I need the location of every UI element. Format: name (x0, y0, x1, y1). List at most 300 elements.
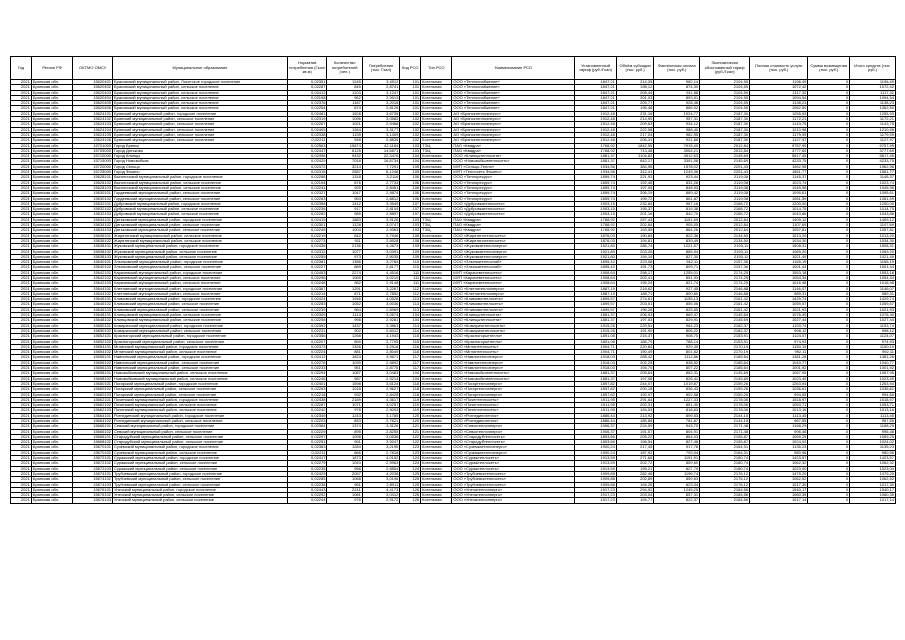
table-cell[interactable]: 101 (400, 80, 421, 85)
table-cell[interactable]: 859,63 (654, 477, 700, 482)
table-cell[interactable]: 1127,97 (750, 138, 808, 143)
table-cell[interactable]: 1107,69 (850, 223, 896, 228)
table-cell[interactable]: 103 (400, 143, 421, 148)
table-cell[interactable]: 982 (327, 281, 362, 286)
table-cell[interactable]: 998,12 (850, 328, 896, 333)
table-cell[interactable]: 1013,16 (850, 408, 896, 413)
table-cell[interactable]: Выгоничский муниципальный район, сельское поселение (113, 180, 288, 185)
table-cell[interactable]: 1900,24 (575, 450, 617, 455)
table-cell[interactable]: 2021 (11, 397, 32, 402)
table-cell[interactable]: Брянская обл. (31, 291, 73, 296)
table-cell[interactable]: АО «Брянсктеплоэнерго» (452, 117, 575, 122)
table-cell[interactable]: Котельная (421, 419, 452, 424)
table-cell[interactable]: 0 (808, 477, 850, 482)
table-cell[interactable]: 902 (327, 328, 362, 333)
table-cell[interactable]: 119 (400, 408, 421, 413)
table-cell[interactable]: 1146,07 (750, 286, 808, 291)
table-cell[interactable]: Брянская обл. (31, 217, 73, 222)
table-cell[interactable]: 1897,82 (575, 392, 617, 397)
table-cell[interactable]: 2021 (11, 122, 32, 127)
table-cell[interactable]: 2182,37 (700, 323, 750, 328)
table-cell[interactable]: Суражский муниципальный район, сельское поселение (113, 466, 288, 471)
table-cell[interactable]: 2174,25 (700, 275, 750, 280)
table-cell[interactable]: Котельная (421, 132, 452, 137)
table-cell[interactable]: АО «Брянсктеплоэнерго» (452, 122, 575, 127)
table-cell[interactable]: 2144,15 (700, 413, 750, 418)
table-cell[interactable]: 15656101 (73, 355, 113, 360)
table-cell[interactable]: 1179,99 (750, 132, 808, 137)
table-cell[interactable]: 4512,63 (654, 154, 700, 159)
table-cell[interactable]: Котельная (421, 360, 452, 365)
table-cell[interactable]: 4,0152 (362, 456, 399, 461)
table-cell[interactable]: ООО «Теплоснабжение» (452, 95, 575, 100)
table-cell[interactable]: 851,40 (654, 403, 700, 408)
table-cell[interactable]: 1094,54 (750, 95, 808, 100)
table-cell[interactable]: 109 (400, 249, 421, 254)
table-cell[interactable]: 113 (400, 307, 421, 312)
table-cell[interactable]: Клинцовский муниципальный район, сельское поселение (113, 313, 288, 318)
column-header[interactable]: Муниципальное образование (113, 57, 288, 80)
table-cell[interactable]: 1059,57 (750, 302, 808, 307)
table-cell[interactable]: Брянская обл. (31, 122, 73, 127)
table-cell[interactable]: 934,12 (654, 122, 700, 127)
table-cell[interactable]: 194,70 (616, 366, 653, 371)
table-cell[interactable]: 2021 (11, 154, 32, 159)
table-cell[interactable]: 889 (327, 265, 362, 270)
table-cell[interactable]: 1081 (327, 493, 362, 498)
table-cell[interactable]: 2157,36 (700, 260, 750, 265)
table-cell[interactable]: МУП «Теплосеть Фокино» (452, 170, 575, 175)
table-cell[interactable]: 1057,81 (850, 228, 896, 233)
table-cell[interactable]: 2021 (11, 381, 32, 386)
table-cell[interactable]: 2170,19 (700, 344, 750, 349)
table-cell[interactable]: 0 (808, 106, 850, 111)
table-cell[interactable]: 1069,25 (850, 434, 896, 439)
table-cell[interactable]: 2021 (11, 138, 32, 143)
table-cell[interactable]: 7,7291 (362, 164, 399, 169)
table-cell[interactable]: 2161,42 (700, 307, 750, 312)
table-cell[interactable]: 0 (808, 238, 850, 243)
table-cell[interactable]: 0 (808, 381, 850, 386)
table-cell[interactable]: 1179,99 (850, 132, 896, 137)
table-cell[interactable]: 3,2267 (362, 286, 399, 291)
table-cell[interactable]: 1508,31 (750, 244, 808, 249)
table-cell[interactable]: 1069,20 (750, 249, 808, 254)
table-cell[interactable]: 0 (808, 143, 850, 148)
table-cell[interactable]: 3,0538 (362, 434, 399, 439)
table-cell[interactable]: Жуковский муниципальный район, сельское поселение (113, 249, 288, 254)
table-cell[interactable]: 3,3126 (362, 424, 399, 429)
table-cell[interactable]: 0 (808, 85, 850, 90)
column-header[interactable]: Фактическая оплата (тыс. руб.) (654, 57, 700, 80)
table-cell[interactable]: Брянская обл. (31, 360, 73, 365)
table-cell[interactable]: 2021 (11, 466, 32, 471)
table-cell[interactable]: 1561,77 (750, 170, 808, 175)
table-cell[interactable]: ООО «Почептеплосеть» (452, 403, 575, 408)
table-cell[interactable]: ООО «Унечатеплоэнерго» (452, 493, 575, 498)
table-cell[interactable]: ТЭЦ (421, 217, 452, 222)
table-cell[interactable]: 201,16 (616, 212, 653, 217)
table-cell[interactable]: 102 (400, 127, 421, 132)
table-cell[interactable]: 1255,01 (654, 270, 700, 275)
table-cell[interactable]: 2021 (11, 392, 32, 397)
table-cell[interactable]: ООО «Стародубтеплосеть» (452, 440, 575, 445)
table-cell[interactable]: 2157,36 (700, 265, 750, 270)
table-cell[interactable]: 1409,12 (750, 217, 808, 222)
table-cell[interactable]: 3,2196 (362, 445, 399, 450)
table-cell[interactable]: 2161,42 (700, 302, 750, 307)
table-cell[interactable]: 994,65 (750, 392, 808, 397)
table-cell[interactable]: 103 (400, 223, 421, 228)
table-cell[interactable]: 1057,81 (750, 228, 808, 233)
table-cell[interactable]: 0,02263 (287, 387, 327, 392)
table-cell[interactable]: 2104,55 (700, 95, 750, 100)
table-cell[interactable]: 15664101 (73, 413, 113, 418)
table-cell[interactable]: ТЭЦ (421, 223, 452, 228)
table-cell[interactable]: 3,1943 (362, 334, 399, 339)
table-cell[interactable]: Брянская обл. (31, 132, 73, 137)
table-cell[interactable]: 2021 (11, 302, 32, 307)
table-cell[interactable]: 957,31 (654, 117, 700, 122)
table-cell[interactable]: 822,36 (654, 233, 700, 238)
table-cell[interactable]: 2161,42 (700, 297, 750, 302)
table-cell[interactable]: 0,02263 (287, 196, 327, 201)
table-cell[interactable]: 2171,48 (700, 429, 750, 434)
table-cell[interactable]: 2153,91 (700, 334, 750, 339)
table-cell[interactable]: 2021 (11, 387, 32, 392)
table-cell[interactable]: 214,35 (616, 80, 653, 85)
table-cell[interactable]: 0 (808, 493, 850, 498)
table-cell[interactable]: 1876,03 (575, 238, 617, 243)
table-cell[interactable]: 106 (400, 175, 421, 180)
table-cell[interactable]: Стародубский муниципальный район, сельское поселение (113, 434, 288, 439)
table-cell[interactable]: Брянская обл. (31, 371, 73, 376)
table-cell[interactable]: 1021,49 (750, 254, 808, 259)
table-cell[interactable]: 298,17 (616, 270, 653, 275)
table-cell[interactable]: 3,4512 (362, 80, 399, 85)
table-cell[interactable]: 1113,45 (750, 413, 808, 418)
table-cell[interactable]: 932 (327, 392, 362, 397)
table-cell[interactable]: 1151,69 (654, 217, 700, 222)
table-cell[interactable]: 1062,52 (850, 477, 896, 482)
table-cell[interactable]: 2021 (11, 291, 32, 296)
table-cell[interactable]: 3,2784 (362, 260, 399, 265)
table-cell[interactable]: Котельная (421, 85, 452, 90)
table-cell[interactable]: Котельная (421, 493, 452, 498)
table-cell[interactable]: 197,53 (616, 318, 653, 323)
table-cell[interactable]: 0,02207 (287, 339, 327, 344)
table-cell[interactable]: Брянская обл. (31, 477, 73, 482)
table-cell[interactable]: Котельная (421, 403, 452, 408)
table-cell[interactable]: 201,03 (616, 95, 653, 100)
table-cell[interactable]: 15672103 (73, 466, 113, 471)
table-cell[interactable]: 1210,98 (850, 127, 896, 132)
table-cell[interactable]: 2021 (11, 212, 32, 217)
table-cell[interactable]: 1060,35 (750, 493, 808, 498)
table-cell[interactable]: 1881,37 (575, 159, 617, 164)
table-cell[interactable]: 205,22 (616, 434, 653, 439)
table-cell[interactable]: ООО «Унечатеплоэнерго» (452, 498, 575, 503)
table-cell[interactable]: 1143,75 (850, 122, 896, 127)
table-cell[interactable]: 2021 (11, 260, 32, 265)
table-cell[interactable]: 998,12 (750, 328, 808, 333)
table-cell[interactable]: 2,9963 (362, 461, 399, 466)
table-cell[interactable]: Котельная (421, 334, 452, 339)
table-cell[interactable]: 7915,40 (654, 143, 700, 148)
table-cell[interactable]: 3,0582 (362, 117, 399, 122)
table-cell[interactable]: Жирятинский муниципальный район, сельское поселение (113, 233, 288, 238)
table-cell[interactable]: 0,02236 (287, 207, 327, 212)
table-cell[interactable]: Рогнединский муниципальный район, сельское поселение (113, 419, 288, 424)
table-cell[interactable]: 793,04 (654, 450, 700, 455)
table-cell[interactable]: 1014,75 (750, 207, 808, 212)
table-cell[interactable]: Котельная (421, 159, 452, 164)
table-cell[interactable]: Котельная (421, 466, 452, 471)
table-cell[interactable]: 1004 (327, 228, 362, 233)
table-cell[interactable]: 804,91 (654, 429, 700, 434)
table-cell[interactable]: 1245 (327, 80, 362, 85)
table-cell[interactable]: Котельная (421, 111, 452, 116)
table-cell[interactable]: 1024,77 (654, 111, 700, 116)
table-cell[interactable]: Брянская обл. (31, 456, 73, 461)
table-cell[interactable]: 191,90 (616, 328, 653, 333)
table-cell[interactable]: 2104,55 (700, 85, 750, 90)
table-cell[interactable]: 848,93 (654, 185, 700, 190)
table-cell[interactable]: 286,74 (616, 244, 653, 249)
table-cell[interactable]: 191,73 (616, 265, 653, 270)
table-cell[interactable]: Мглинский муниципальный район, городское поселение (113, 344, 288, 349)
table-cell[interactable]: Котельная (421, 366, 452, 371)
table-cell[interactable]: 1899,57 (575, 307, 617, 312)
table-cell[interactable]: 1193,74 (850, 323, 896, 328)
table-cell[interactable]: 116 (400, 344, 421, 349)
table-cell[interactable]: 2021 (11, 355, 32, 360)
table-cell[interactable]: ООО «Севсктеплоэнерго» (452, 424, 575, 429)
table-cell[interactable]: 194,26 (616, 482, 653, 487)
table-cell[interactable]: 1518,97 (850, 397, 896, 402)
table-cell[interactable]: Брянская обл. (31, 419, 73, 424)
table-cell[interactable]: 15632103 (73, 212, 113, 217)
table-cell[interactable]: Котельная (421, 196, 452, 201)
table-cell[interactable]: 15668101 (73, 434, 113, 439)
table-cell[interactable]: Брянская обл. (31, 275, 73, 280)
table-cell[interactable]: Брянская обл. (31, 307, 73, 312)
table-cell[interactable]: 1045,98 (850, 185, 896, 190)
table-cell[interactable]: Брянская обл. (31, 154, 73, 159)
table-cell[interactable]: Котельная (421, 318, 452, 323)
table-cell[interactable]: Навлинский муниципальный район, сельское поселение (113, 360, 288, 365)
table-cell[interactable]: 1017,30 (850, 482, 896, 487)
table-cell[interactable]: 0,02496 (287, 154, 327, 159)
table-cell[interactable]: ООО «Мглинтеплосеть» (452, 344, 575, 349)
table-cell[interactable]: 1016,98 (850, 281, 896, 286)
table-cell[interactable]: 114 (400, 328, 421, 333)
table-cell[interactable]: 927,45 (654, 286, 700, 291)
table-cell[interactable]: 102 (400, 138, 421, 143)
table-cell[interactable]: 0 (808, 339, 850, 344)
table-cell[interactable]: 0,02563 (287, 143, 327, 148)
table-cell[interactable]: Жуковский муниципальный район, сельское поселение (113, 254, 288, 259)
table-cell[interactable]: 4,2038 (362, 471, 399, 476)
table-cell[interactable]: МУП «Карачевтеплосеть» (452, 270, 575, 275)
table-cell[interactable]: ООО «Рогнединотепло» (452, 413, 575, 418)
table-cell[interactable]: Котельная (421, 408, 452, 413)
table-cell[interactable]: 0 (808, 132, 850, 137)
table-cell[interactable]: 998 (327, 318, 362, 323)
table-cell[interactable]: Котельная (421, 328, 452, 333)
table-cell[interactable]: 3,2018 (362, 101, 399, 106)
table-cell[interactable]: Брянская обл. (31, 355, 73, 360)
table-cell[interactable]: 0,02373 (287, 344, 327, 349)
table-cell[interactable]: Погарский муниципальный район, сельское поселение (113, 392, 288, 397)
table-cell[interactable]: 15660102 (73, 387, 113, 392)
table-cell[interactable]: Котельная (421, 233, 452, 238)
table-cell[interactable]: 1001,44 (750, 265, 808, 270)
table-cell[interactable]: 2021 (11, 90, 32, 95)
table-cell[interactable]: Котельная (421, 424, 452, 429)
table-cell[interactable]: 0 (808, 323, 850, 328)
table-cell[interactable]: 15674102 (73, 477, 113, 482)
table-cell[interactable]: Дубровский муниципальный район, сельское поселение (113, 207, 288, 212)
table-cell[interactable]: 1912,48 (575, 138, 617, 143)
table-cell[interactable]: Брянская обл. (31, 334, 73, 339)
table-cell[interactable]: 0,02203 (287, 419, 327, 424)
table-cell[interactable]: 114 (400, 323, 421, 328)
table-cell[interactable]: 1072,42 (850, 85, 896, 90)
table-cell[interactable]: Брянская обл. (31, 180, 73, 185)
table-cell[interactable]: 1245,25 (654, 487, 700, 492)
table-cell[interactable]: 15658102 (73, 376, 113, 381)
table-cell[interactable]: 0 (808, 424, 850, 429)
table-cell[interactable]: 2145,69 (700, 376, 750, 381)
table-cell[interactable]: 1962,98 (850, 164, 896, 169)
table-cell[interactable]: 1887,19 (575, 286, 617, 291)
table-cell[interactable]: Город Брянск (113, 143, 288, 148)
table-cell[interactable]: 1911,95 (575, 397, 617, 402)
table-cell[interactable]: 0 (808, 307, 850, 312)
table-cell[interactable]: 1139 (327, 132, 362, 137)
table-cell[interactable]: Дятьковский муниципальный район, сельское поселение (113, 228, 288, 233)
table-cell[interactable]: Брянская обл. (31, 471, 73, 476)
table-cell[interactable]: 831,26 (654, 180, 700, 185)
table-cell[interactable]: 0,02273 (287, 238, 327, 243)
table-cell[interactable]: 992,11 (850, 350, 896, 355)
table-cell[interactable]: 881 (327, 350, 362, 355)
table-cell[interactable]: ООО «Теплоснабжение» (452, 101, 575, 106)
table-cell[interactable]: 206,31 (616, 138, 653, 143)
table-cell[interactable]: 2,8255 (362, 429, 399, 434)
table-cell[interactable]: 2,7621 (362, 419, 399, 424)
table-cell[interactable]: 3,0257 (362, 403, 399, 408)
table-cell[interactable]: ООО «Суземкатеплоэнерго» (452, 450, 575, 455)
table-cell[interactable]: 1104,82 (616, 154, 653, 159)
table-cell[interactable]: 2145,69 (700, 154, 750, 159)
table-cell[interactable]: 2164,31 (700, 450, 750, 455)
table-cell[interactable]: 1908,64 (575, 270, 617, 275)
table-cell[interactable]: 842,17 (616, 159, 653, 164)
table-cell[interactable]: 122 (400, 440, 421, 445)
table-cell[interactable]: 1326 (327, 344, 362, 349)
table-cell[interactable]: Брасовский муниципальный район, сельское поселение (113, 90, 288, 95)
table-cell[interactable]: Клетнянский муниципальный район, сельское поселение (113, 291, 288, 296)
table-cell[interactable]: 1962,98 (750, 164, 808, 169)
table-cell[interactable]: 109 (400, 244, 421, 249)
table-cell[interactable]: 0 (808, 371, 850, 376)
table-cell[interactable]: 1479,20 (750, 471, 808, 476)
table-cell[interactable]: 15648101 (73, 313, 113, 318)
table-cell[interactable]: 2185,64 (700, 366, 750, 371)
table-cell[interactable]: 0 (808, 408, 850, 413)
table-cell[interactable]: 0 (808, 196, 850, 201)
table-cell[interactable]: 2187,30 (700, 122, 750, 127)
table-cell[interactable]: 15630101 (73, 191, 113, 196)
table-cell[interactable]: ООО «Климовотеплосеть» (452, 302, 575, 307)
table-cell[interactable]: 2184,56 (700, 498, 750, 503)
table-cell[interactable]: 923,44 (654, 175, 700, 180)
table-cell[interactable]: 282,46 (616, 471, 653, 476)
table-cell[interactable]: 1024,02 (750, 440, 808, 445)
table-cell[interactable]: 0,02218 (287, 392, 327, 397)
table-cell[interactable]: Красногорский муниципальный район, городское поселение (113, 334, 288, 339)
table-cell[interactable]: 1356 (327, 260, 362, 265)
table-cell[interactable]: 1768,92 (575, 217, 617, 222)
table-cell[interactable]: Брянский муниципальный район, сельское поселение (113, 122, 288, 127)
table-cell[interactable]: Климовский муниципальный район, сельское поселение (113, 302, 288, 307)
table-cell[interactable]: 118 (400, 381, 421, 386)
table-cell[interactable]: 0,02211 (287, 450, 327, 455)
table-cell[interactable]: 1887,19 (575, 291, 617, 296)
table-cell[interactable]: 6125 (327, 148, 362, 153)
table-cell[interactable]: 1094,54 (850, 95, 896, 100)
table-cell[interactable]: 1151,91 (654, 456, 700, 461)
table-cell[interactable]: 942,11 (654, 260, 700, 265)
table-cell[interactable]: 2187,30 (700, 117, 750, 122)
table-cell[interactable]: ООО «Навлятеплоэнерго» (452, 360, 575, 365)
column-header[interactable]: Экономически обоснованный тариф (руб./Гкал) (700, 57, 750, 80)
table-cell[interactable]: ООО «Теплоснабжение» (452, 90, 575, 95)
table-cell[interactable]: 4,4173 (362, 487, 399, 492)
table-cell[interactable]: 2,8776 (362, 366, 399, 371)
table-cell[interactable]: 2021 (11, 117, 32, 122)
table-cell[interactable]: ООО «Суражтеплосеть» (452, 456, 575, 461)
table-cell[interactable]: 2104,55 (700, 90, 750, 95)
table-cell[interactable]: 1062,52 (750, 477, 808, 482)
table-cell[interactable]: ООО «Жуковкатеплоэнерго» (452, 249, 575, 254)
table-cell[interactable]: 194,19 (616, 254, 653, 259)
table-cell[interactable]: 6,1248 (362, 170, 399, 175)
table-cell[interactable]: 1921,80 (575, 249, 617, 254)
table-cell[interactable]: 967,55 (750, 419, 808, 424)
table-cell[interactable]: ООО «Теплоснабжение» (452, 80, 575, 85)
table-cell[interactable]: 0,02327 (287, 191, 327, 196)
table-cell[interactable]: 221,93 (616, 175, 653, 180)
table-cell[interactable]: 1059,57 (850, 302, 896, 307)
table-cell[interactable]: 101 (400, 101, 421, 106)
table-cell[interactable]: 0,02235 (287, 466, 327, 471)
table-cell[interactable]: 0 (808, 413, 850, 418)
table-cell[interactable]: 191,57 (616, 429, 653, 434)
table-cell[interactable]: 15646102 (73, 302, 113, 307)
table-cell[interactable]: 0 (808, 80, 850, 85)
table-cell[interactable]: 0 (808, 328, 850, 333)
table-cell[interactable]: 0 (808, 180, 850, 185)
table-cell[interactable]: Котельная (421, 191, 452, 196)
table-cell[interactable]: 0 (808, 175, 850, 180)
table-cell[interactable]: 121 (400, 429, 421, 434)
table-cell[interactable]: 2104,55 (700, 80, 750, 85)
table-cell[interactable]: ООО «Теплоснабжение» (452, 85, 575, 90)
table-cell[interactable]: 1918,03 (575, 360, 617, 365)
